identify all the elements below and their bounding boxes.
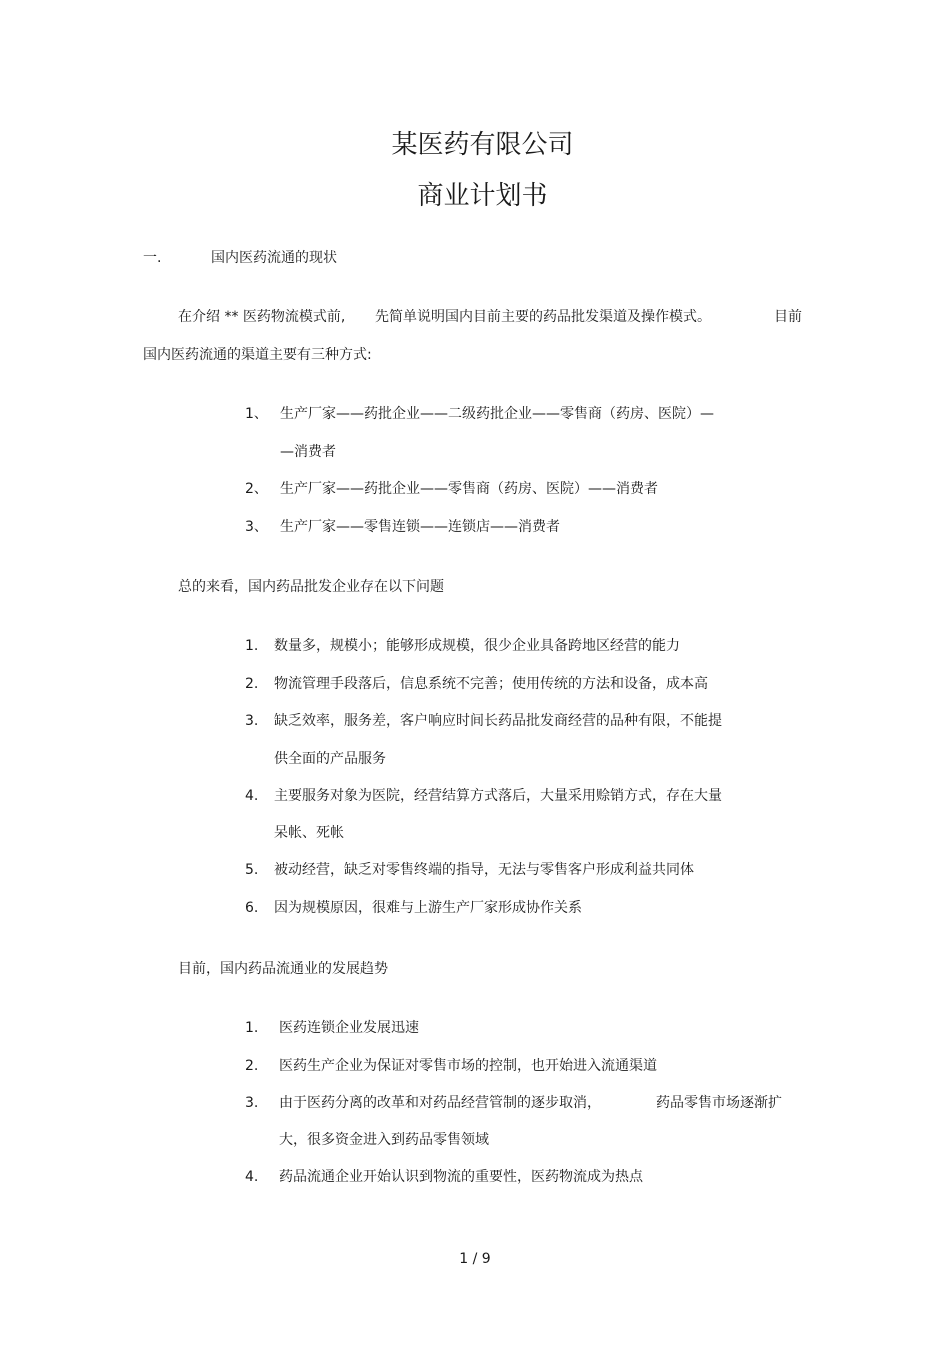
list-item-number: 2. <box>245 676 259 692</box>
intro-text-part2: 先简单说明国内目前主要的药品批发渠道及操作模式。 <box>375 309 711 325</box>
list-item-number: 3. <box>245 713 259 729</box>
section-heading: 国内医药流通的现状 <box>211 250 337 266</box>
trends-intro: 目前，国内药品流通业的发展趋势 <box>178 961 388 977</box>
list-item-text: 生产厂家——药批企业——零售商（药房、医院）——消费者 <box>280 481 658 497</box>
list-item-text-cont: 呆帐、死帐 <box>274 825 344 841</box>
list-item-text-part2: 药品零售市场逐渐扩 <box>656 1095 782 1111</box>
page-number: 1 / 9 <box>459 1251 491 1267</box>
list-item-text-cont: 供全面的产品服务 <box>274 751 386 767</box>
intro-text-line2: 国内医药流通的渠道主要有三种方式: <box>143 347 372 363</box>
list-item-number: 2. <box>245 1058 259 1074</box>
intro-text-part3: 目前 <box>774 309 802 325</box>
list-item-number: 1. <box>245 638 259 654</box>
list-item-text: 生产厂家——零售连锁——连锁店——消费者 <box>280 519 560 535</box>
list-item-number: 3、 <box>245 519 268 535</box>
document-subtitle: 商业计划书 <box>417 181 548 211</box>
list-item-text: 主要服务对象为医院，经营结算方式落后，大量采用赊销方式，存在大量 <box>274 788 722 804</box>
list-item-number: 5. <box>245 862 259 878</box>
section-number: 一. <box>143 250 162 266</box>
list-item-text: 被动经营，缺乏对零售终端的指导，无法与零售客户形成利益共同体 <box>274 862 694 878</box>
list-item-text: 药品流通企业开始认识到物流的重要性，医药物流成为热点 <box>279 1169 643 1185</box>
list-item-text: 医药连锁企业发展迅速 <box>279 1020 419 1036</box>
list-item-text: 数量多，规模小；能够形成规模，很少企业具备跨地区经营的能力 <box>274 638 680 654</box>
list-item-number: 4. <box>245 1169 259 1185</box>
list-item-text: 物流管理手段落后，信息系统不完善；使用传统的方法和设备，成本高 <box>274 676 708 692</box>
list-item-text-cont: 大，很多资金进入到药品零售领域 <box>279 1132 489 1148</box>
list-item-text-cont: —消费者 <box>280 444 336 460</box>
list-item-text: 因为规模原因，很难与上游生产厂家形成协作关系 <box>274 900 582 916</box>
list-item-text: 由于医药分离的改革和对药品经营管制的逐步取消， <box>279 1095 601 1111</box>
problems-intro: 总的来看，国内药品批发企业存在以下问题 <box>178 579 444 595</box>
list-item-text: 缺乏效率，服务差，客户响应时间长药品批发商经营的品种有限，不能提 <box>274 713 722 729</box>
list-item-number: 6. <box>245 900 259 916</box>
list-item-number: 1、 <box>245 406 268 422</box>
list-item-number: 4. <box>245 788 259 804</box>
list-item-number: 3. <box>245 1095 259 1111</box>
list-item-number: 1. <box>245 1020 259 1036</box>
list-item-text: 医药生产企业为保证对零售市场的控制，也开始进入流通渠道 <box>279 1058 657 1074</box>
list-item-text: 生产厂家——药批企业——二级药批企业——零售商（药房、医院）— <box>280 406 714 422</box>
document-title: 某医药有限公司 <box>391 130 574 160</box>
list-item-number: 2、 <box>245 481 268 497</box>
intro-text-part1: 在介绍 ** 医药物流模式前, <box>178 309 346 325</box>
